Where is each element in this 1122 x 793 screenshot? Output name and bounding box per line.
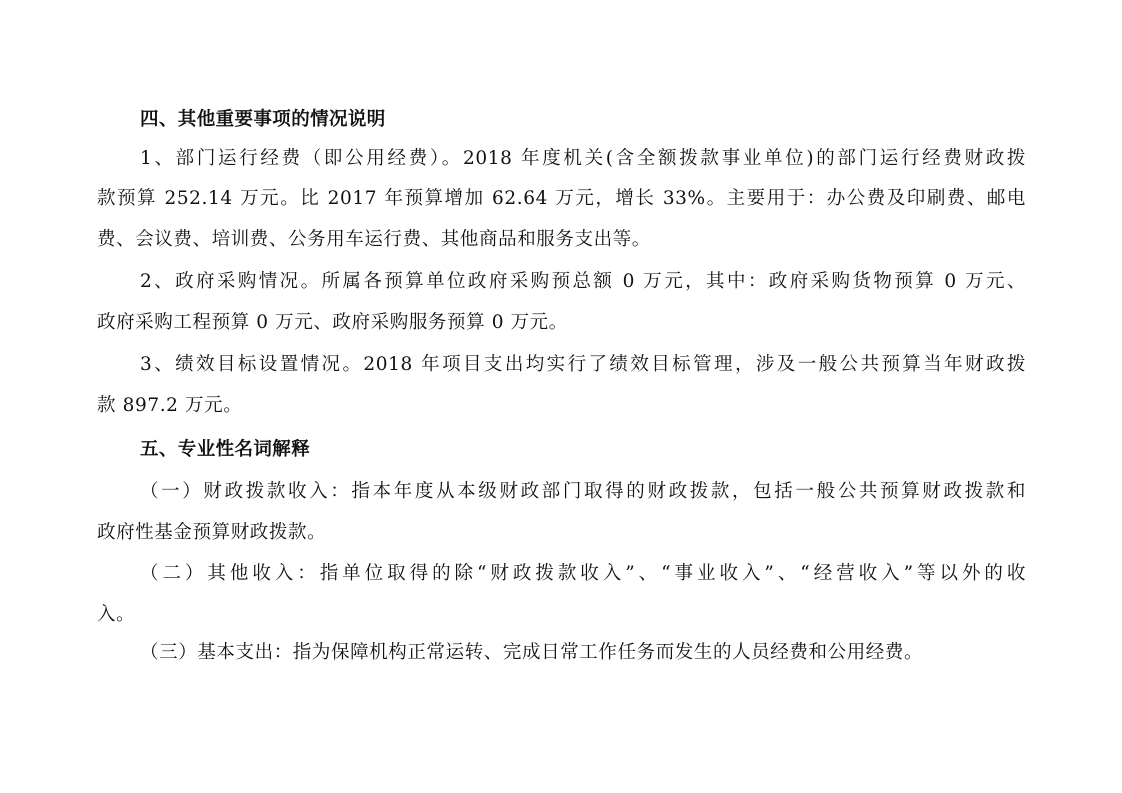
term2-line2: 入。 (97, 604, 136, 625)
item3-line2: 款 897.2 万元。 (97, 395, 243, 416)
term3-line1: （三）基本支出：指为保障机构正常运转、完成日常工作任务而发生的人员经费和公用经费。 (140, 642, 924, 663)
term1-line1: （一）财政拨款收入：指本年度从本级财政部门取得的财政拨款，包括一般公共预算财政拨款和 (140, 481, 1026, 502)
section-heading-terms: 五、专业性名词解释 (140, 439, 311, 460)
item3-line1: 3、绩效目标设置情况。2018 年项目支出均实行了绩效目标管理，涉及一般公共预算当年财政拨 (140, 354, 1026, 375)
term1-line2: 政府性基金预算财政拨款。 (97, 522, 327, 543)
item1-line3: 费、会议费、培训费、公务用车运行费、其他商品和服务支出等。 (97, 229, 651, 250)
item1-line2: 款预算 252.14 万元。比 2017 年预算增加 62.64 万元，增长 33%。主要用于：办公费及印刷费、邮电 (97, 188, 1026, 209)
item2-line2: 政府采购工程预算 0 万元、政府采购服务预算 0 万元。 (97, 312, 568, 333)
section-heading-other-matters: 四、其他重要事项的情况说明 (140, 109, 386, 130)
term2-line1: （二）其他收入：指单位取得的除“财政拨款收入”、“事业收入”、“经营收入”等以外的收 (140, 563, 1026, 584)
item1-line1: 1、部门运行经费（即公用经费）。2018 年度机关(含全额拨款事业单位)的部门运行经费财政拨 (140, 148, 1026, 169)
item2-line1: 2、政府采购情况。所属各预算单位政府采购预总额 0 万元，其中：政府采购货物预算 0 万元、 (140, 271, 1026, 292)
